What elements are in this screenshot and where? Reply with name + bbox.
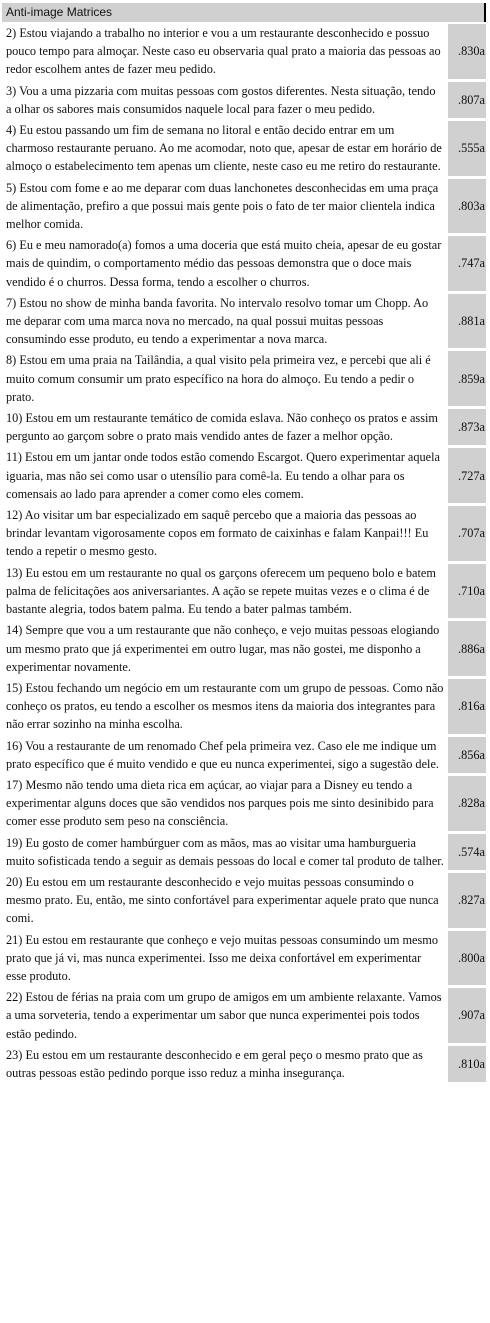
table-row <box>2 24 486 79</box>
table-row <box>2 873 486 928</box>
row-statement: 19) Eu gosto de comer hambúrguer com as mãos, mas ao visitar uma hamburgueria muito sofisticada tendo a seguir as demais pessoas do local e comer tal produto de talher. <box>6 835 444 868</box>
row-statement: 8) Estou em uma praia na Tailândia, a qual visito pela primeira vez, e percebi que ali é muito comum consumir um prato específico na hora do almoço. Eu tendo a pedir o prato. <box>6 353 431 404</box>
row-statement: 3) Vou a uma pizzaria com muitas pessoas com gostos diferentes. Nesta situação, tendo a olhar os sabores mais consumidos naquele local para fazer o meu pedido. <box>6 83 436 116</box>
table-row <box>2 679 486 734</box>
row-statement: 11) Estou em um jantar onde todos estão comendo Escargot. Quero experimentar aquela iguaria, mas não sei como usar o utensílio para comê-la. Eu tendo a olhar para os comensais ao lado para aprender a comer como eles comem. <box>6 450 441 501</box>
table-row <box>2 82 486 118</box>
row-value: .710a <box>448 564 486 619</box>
row-statement: 15) Estou fechando um negócio em um restaurante com um grupo de pessoas. Como não conheço os pratos, eu tendo a escolher os mesmos itens da maioria dos integrantes para não errar sozinho na minha escolha. <box>6 680 444 732</box>
table-row <box>2 564 486 619</box>
row-value: .859a <box>448 351 486 406</box>
table-row <box>2 448 486 503</box>
table-row <box>2 737 486 773</box>
row-statement: 23) Eu estou em um restaurante desconhecido e em geral peço o mesmo prato que as outras pessoas estão pedindo porque isso reduz a minha insegurança. <box>6 1047 423 1080</box>
table-row <box>2 506 486 561</box>
row-statement: 5) Estou com fome e ao me deparar com duas lanchonetes desconhecidas em uma praça de alimentação, prefiro a que possui mais gente pois o fato de ter maior clientela indica melhor comida. <box>6 180 439 232</box>
row-statement: 7) Estou no show de minha banda favorita. No intervalo resolvo tomar um Chopp. Ao me deparar com uma marca nova no mercado, na qual possui muitas pessoas consumindo esse produto, eu tendo a experimentar a nova marca. <box>6 295 429 347</box>
row-statement: 12) Ao visitar um bar especializado em saquê percebo que a maioria das pessoas ao brindar levantam vigorosamente copos em formato de caixinhas e falam Kanpai!!! Eu tendo a repetir o mesmo gesto. <box>6 508 429 559</box>
row-value: .800a <box>448 931 486 986</box>
row-statement: 14) Sempre que vou a um restaurante que não conheço, e vejo muitas pessoas elogiando um mesmo prato que já experimentei em outro lugar, mas não gostei, me disponho a experimentar novamente. <box>6 623 440 674</box>
row-value: .707a <box>448 506 486 561</box>
table-row <box>2 121 486 176</box>
table-title: Anti-image Matrices <box>2 3 486 22</box>
row-value: .816a <box>448 679 486 734</box>
row-statement: 16) Vou a restaurante de um renomado Chef pela primeira vez. Caso ele me indique um prato específico que é muito vendido e que eu nunca experimentei, sigo a sugestão dele. <box>6 738 439 771</box>
row-statement: 13) Eu estou em um restaurante no qual os garçons oferecem um pequeno bolo e batem palma de felicitações aos aniversariantes. A ação se repete muitas vezes e o clima é de bastante alegria, todos batem palma. Eu tendo a bater palmas também. <box>6 565 436 617</box>
row-value: .727a <box>448 448 486 503</box>
table-row <box>2 621 486 676</box>
table-row <box>2 988 486 1043</box>
row-value: .907a <box>448 988 486 1043</box>
table-row <box>2 179 486 234</box>
row-value: .828a <box>448 776 486 831</box>
table-row <box>2 776 486 831</box>
table-row <box>2 236 486 291</box>
row-value: .807a <box>448 82 486 118</box>
row-value: .873a <box>448 409 486 445</box>
row-statement: 20) Eu estou em um restaurante desconhecido e vejo muitas pessoas consumindo o mesmo prato. Eu, então, me sinto confortável para experimentar aquele prato que nunca comi. <box>6 874 439 926</box>
row-value: .747a <box>448 236 486 291</box>
row-value: .574a <box>448 834 486 870</box>
anti-image-table <box>2 3 486 1085</box>
row-value: .803a <box>448 179 486 234</box>
row-statement: 21) Eu estou em restaurante que conheço e vejo muitas pessoas consumindo um mesmo prato que já vi, mas nunca experimentei. Isso me deixa confortável em experimentar esse produto. <box>6 932 438 983</box>
row-statement: 22) Estou de férias na praia com um grupo de amigos em um ambiente relaxante. Vamos a uma sorveteria, tendo a experimentar um sabor que nunca experimentei pois todos estão pedindo. <box>6 990 442 1041</box>
row-value: .827a <box>448 873 486 928</box>
table-row <box>2 409 486 445</box>
row-statement: 17) Mesmo não tendo uma dieta rica em açúcar, ao viajar para a Disney eu tendo a experimentar alguns doces que são vendidos nos parques pois me sinto desinibido para comer esse produto sem peso na consciência. <box>6 777 434 829</box>
table-row <box>2 294 486 349</box>
row-value: .810a <box>448 1046 486 1082</box>
row-value: .555a <box>448 121 486 176</box>
row-statement: 4) Eu estou passando um fim de semana no litoral e então decido entrar em um charmoso restaurante peruano. Ao me acomodar, noto que, apesar de estar em horário de almoço o estabelecimento tem apenas um cliente, neste caso eu me retiro do restaurante. <box>6 123 442 174</box>
table-body <box>2 24 486 1082</box>
row-value: .886a <box>448 621 486 676</box>
row-statement: 10) Estou em um restaurante temático de comida eslava. Não conheço os pratos e assim pergunto ao garçom sobre o prato mais vendido antes de fazer a melhor opção. <box>6 411 438 444</box>
row-value: .881a <box>448 294 486 349</box>
row-value: .856a <box>448 737 486 773</box>
table-row <box>2 1046 486 1082</box>
table-row <box>2 351 486 406</box>
row-value: .830a <box>448 24 486 79</box>
row-statement: 2) Estou viajando a trabalho no interior e vou a um restaurante desconhecido e possuo pouco tempo para almoçar. Neste caso eu observaria qual prato a maioria das pessoas ao redor escolhem antes de fazer meu pedido. <box>6 26 441 77</box>
row-statement: 6) Eu e meu namorado(a) fomos a uma doceria que está muito cheia, apesar de eu gostar mais de quindim, o comportamento médio das pessoas demonstra que o doce mais vendido é o churros. Dessa forma, tendo a escolher o churros. <box>6 238 442 289</box>
table-row <box>2 834 486 870</box>
table-row <box>2 931 486 986</box>
